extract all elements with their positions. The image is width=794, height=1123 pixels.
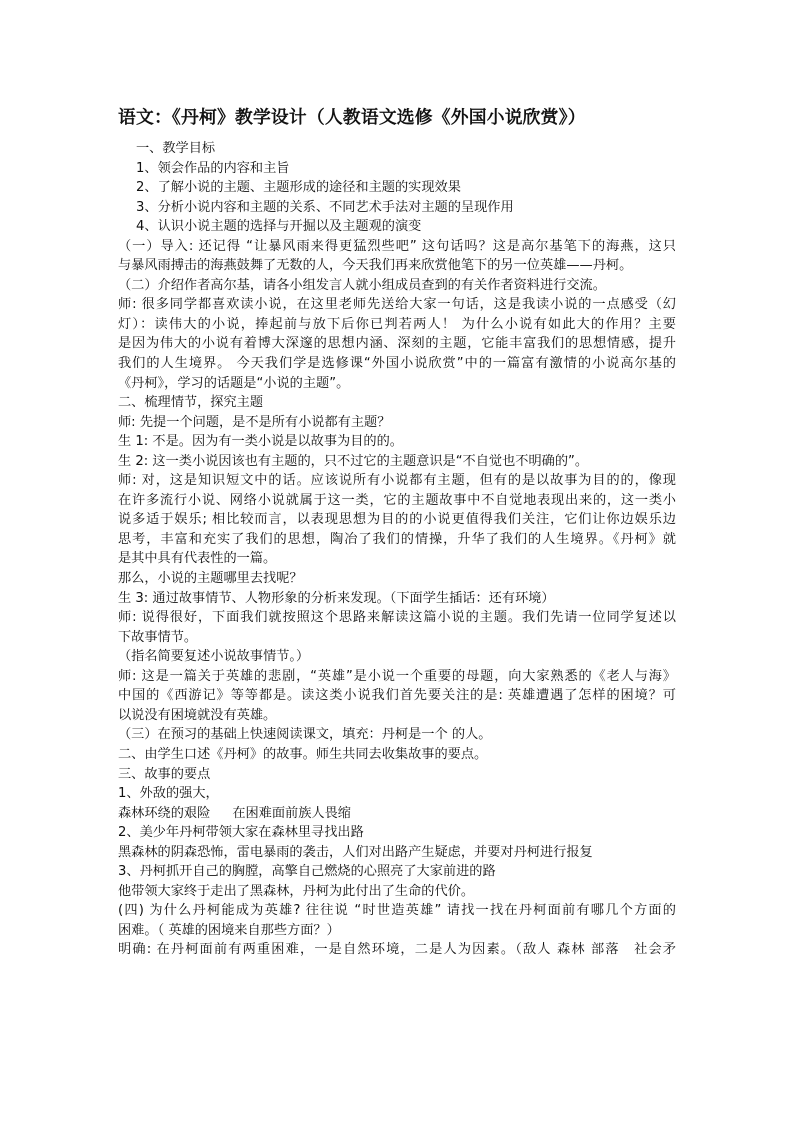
text-line: （指名简要复述小说故事情节。）: [118, 649, 310, 665]
text-line: 那么，小说的主题哪里去找呢？: [118, 571, 303, 587]
text-line: 是因为伟大的小说有着博大深邃的思想内涵、深刻的主题，它能丰富我们的思想情感，提升: [118, 336, 676, 352]
text-line: （一）导入: 还记得 “让暴风雨来得更猛烈些吧” 这句话吗？这是高尔基笔下的海燕，这只: [118, 238, 676, 254]
document-body: [118, 139, 676, 960]
text-line: （三）在预习的基础上快速阅读课文，填充：丹柯是一个 的人。: [118, 727, 492, 743]
text-line: 生 1: 不是。因为有一类小说是以故事为目的的。: [118, 434, 403, 450]
text-line: 黑森林的阴森恐怖，雷电暴雨的袭击，人们对出路产生疑虑，并要对丹柯进行报复: [118, 844, 593, 860]
text-line: 《丹柯》，学习的话题是“小说的主题”。: [118, 375, 350, 391]
text-line: 师: 先提一个问题，是不是所有小说都有主题？: [118, 414, 391, 430]
text-line: 二、由学生口述《丹柯》的故事。师生共同去收集故事的要点。: [118, 746, 488, 762]
text-line: 思考，丰富和充实了我们的思想，陶冶了我们的情操，升华了我们的人生境界。《丹柯》就: [118, 531, 676, 547]
text-line: 三、故事的要点: [118, 766, 211, 782]
text-line: 森林环绕的艰险 在困难面前族人畏缩: [118, 805, 351, 821]
text-line: 他带领大家终于走出了黑森林，丹柯为此付出了生命的代价。: [118, 883, 475, 899]
text-line: 师: 这是一篇关于英雄的悲剧，“英雄”是小说一个重要的母题，向大家熟悉的《老人与海》: [118, 668, 676, 684]
document-title: 语文：《丹柯》教学设计（人教语文选修《外国小说欣赏》）: [118, 107, 586, 128]
text-line: 下故事情节。: [118, 629, 198, 645]
text-line: 困难。（ 英雄的困境来自那些方面？）: [118, 922, 340, 938]
text-line: 师: 很多同学都喜欢读小说，在这里老师先送给大家一句话，这是我读小说的一点感受（幻: [118, 297, 676, 313]
text-line: 灯）：读伟大的小说，捧起前与放下后你已判若两人！ 为什么小说有如此大的作用？主要: [118, 316, 676, 332]
text-line: 师: 说得很好，下面我们就按照这个思路来解读这篇小说的主题。我们先请一位同学复述以: [118, 610, 676, 626]
text-line: 1、领会作品的内容和主旨: [136, 160, 290, 176]
text-line: 一、教学目标: [136, 141, 216, 156]
text-line: 生 2: 这一类小说因该也有主题的，只不过它的主题意识是“不自觉也不明确的”。: [118, 453, 589, 469]
text-line: 我们的人生境界。 今天我们学是选修课“外国小说欣赏”中的一篇富有激情的小说高尔基的: [118, 356, 676, 372]
text-line: 是其中具有代表性的一篇。: [118, 551, 277, 567]
text-line: 生 3: 通过故事情节、人物形象的分析来发现。（下面学生插话：还有环境）: [118, 590, 555, 606]
text-line: （二）介绍作者高尔基，请各小组发言人就小组成员查到的有关作者资料进行交流。: [118, 277, 606, 293]
text-line: 4、认识小说主题的选择与开掘以及主题观的演变: [136, 219, 422, 235]
text-line: (四) 为什么丹柯能成为英雄? 往往说 “时世造英雄” 请找一找在丹柯面前有哪几个方面的: [118, 903, 676, 919]
text-line: 二、梳理情节，探究主题: [118, 395, 264, 411]
text-line: 与暴风雨搏击的海燕鼓舞了无数的人，今天我们再来欣赏他笔下的另一位英雄——丹柯。: [118, 258, 633, 274]
text-line: 1、外敌的强大，: [118, 786, 219, 802]
text-line: 明确: 在丹柯面前有两重困难，一是自然环境，二是人为因素。（敌人 森林 部落 社会矛: [118, 942, 676, 958]
text-line: 2、美少年丹柯带领大家在森林里寻找出路: [118, 825, 364, 841]
text-line: 以说没有困境就没有英雄。: [118, 707, 277, 723]
text-line: 说多适于娱乐; 相比较而言，以表现思想为目的的小说更值得我们关注，它们让你边娱乐边: [118, 512, 676, 528]
text-line: 3、丹柯抓开自己的胸膛，高擎自己燃烧的心照亮了大家前进的路: [118, 864, 496, 880]
text-line: 3、分析小说内容和主题的关系、不同艺术手法对主题的呈现作用: [136, 199, 514, 215]
text-line: 在许多流行小说、网络小说就属于这一类，它的主题故事中不自觉地表现出来的，这一类小: [118, 492, 676, 508]
text-line: 师: 对，这是知识短文中的话。应该说所有小说都有主题，但有的是以故事为目的的，像现: [118, 473, 676, 489]
text-line: 中国的《西游记》等等都是。读这类小说我们首先要关注的是: 英雄遭遇了怎样的困境？可: [118, 688, 676, 704]
text-line: 2、了解小说的主题、主题形成的途径和主题的实现效果: [136, 180, 461, 196]
